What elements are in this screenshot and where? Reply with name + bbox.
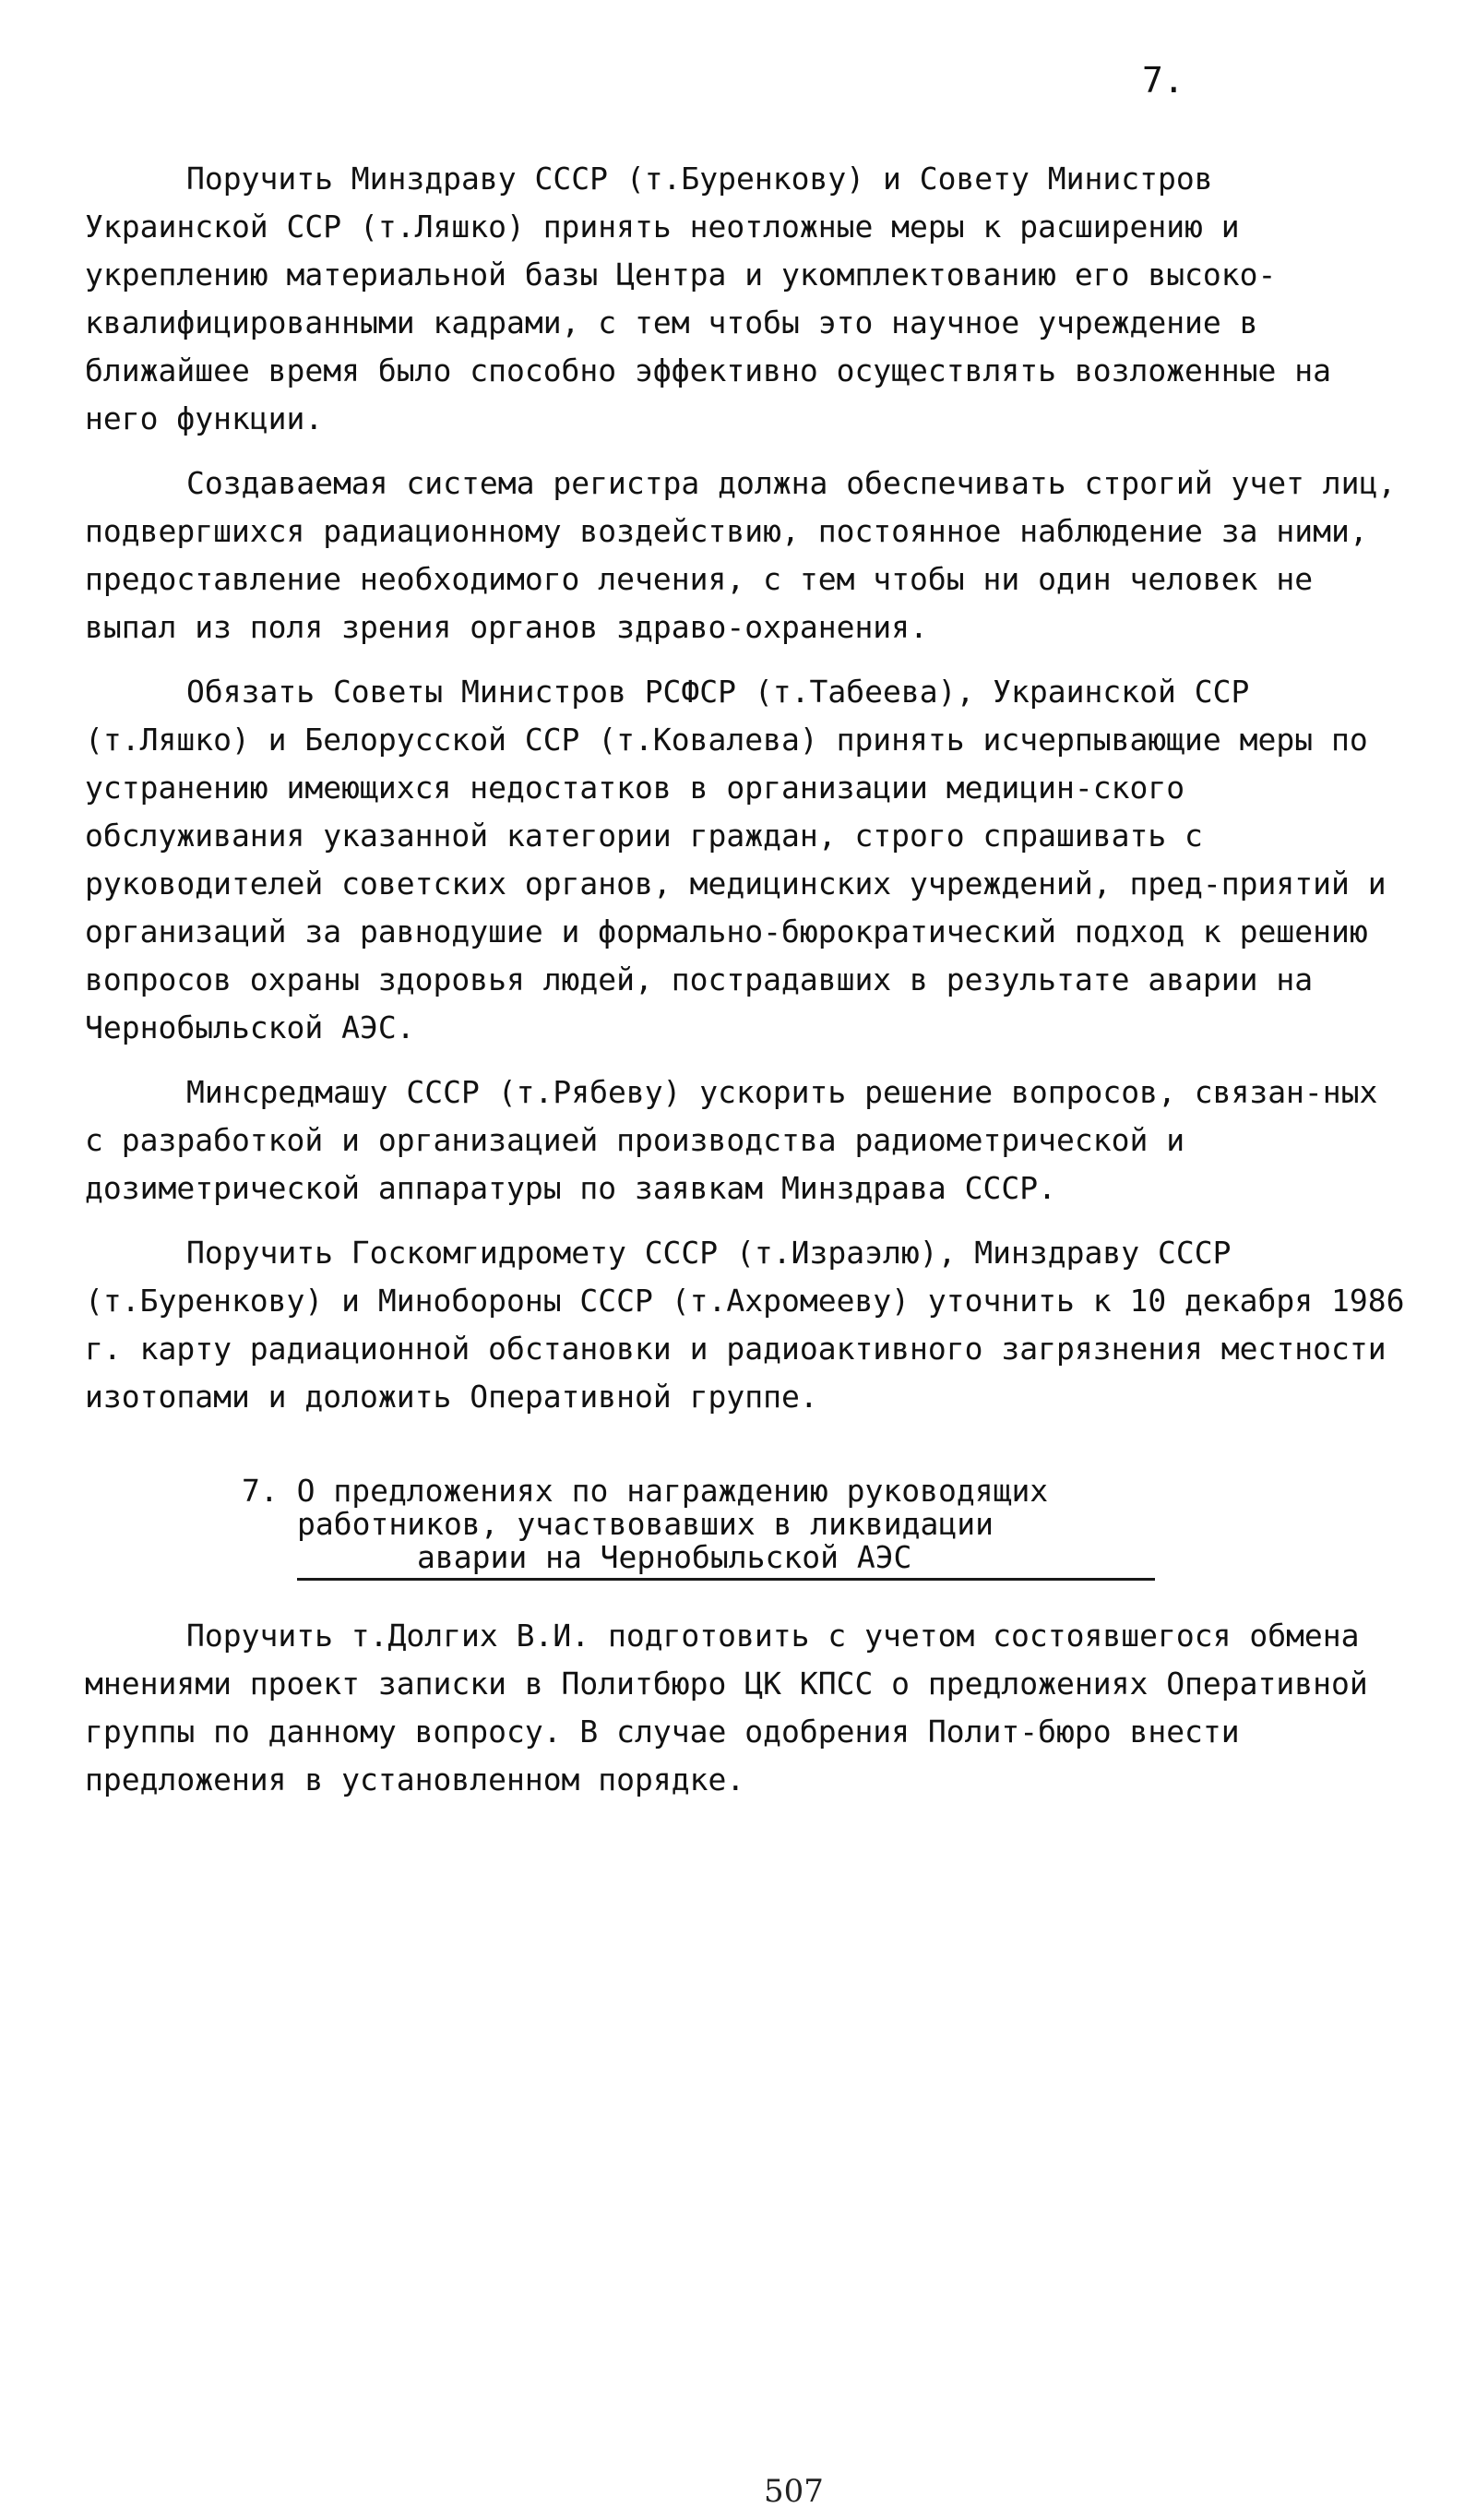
paragraph-goskomgidromet: Поручить Госкомгидромету СССР (т.Израэлю), Минздраву СССР (т.Буренкову) и Минобороны СССР (т.Ахромееву) уточнить к 10 декабря 1986 г. карту радиационной обстановки и радиоактивного загрязнения местности изотопами и доложить Оперативной группе. (85, 1235, 1405, 1415)
paragraph-registry: Создаваемая система регистра должна обеспечивать строгий учет лиц, подвергшихся радиационному воздействию, постоянное наблюдение за ними, предоставление необходимого лечения, с тем чтобы ни один человек не выпал из поля зрения органов здраво-охранения. (85, 465, 1397, 645)
section-heading (85, 1475, 1238, 1581)
document-body (85, 155, 1413, 1821)
paragraph-councils: Обязать Советы Министров РСФСР (т.Табеева), Украинской ССР (т.Ляшко) и Белорусской ССР (т.Ковалева) принять исчерпывающие меры по устранению имеющихся недостатков в организации медицин-ского обслуживания указанной категории граждан, строго спрашивать с руководителей советских органов, медицинских учреждений, пред-приятий и организаций за равнодушие и формально-бюрократический подход к решению вопросов охраны здоровья людей, пострадавших в результате аварии на Чернобыльской АЭС. (85, 674, 1387, 1045)
section-heading-line: 7. О предложениях по награждению руководящих (242, 1473, 1049, 1509)
section-heading-line: работников, участвовавших в ликвидации (297, 1506, 994, 1542)
paragraph-minzdrav: Поручить Минздраву СССР (т.Буренкову) и Совету Министров Украинской ССР (т.Ляшко) принять неотложные меры к расширению и укреплению материальной базы Центра и укомплектованию его высоко-квалифицированными кадрами, с тем чтобы это научное учреждение в ближайшее время было способно эффективно осуществлять возложенные на него функции. (85, 161, 1332, 436)
section-heading-line: аварии на Чернобыльской АЭС (417, 1539, 912, 1575)
page-number: 7. (1142, 60, 1184, 101)
paragraph-minsredmash: Минсредмашу СССР (т.Рябеву) ускорить решение вопросов, связан-ных с разработкой и организацией производства радиометрической и дозиметрической аппаратуры по заявкам Минздрава СССР. (85, 1074, 1378, 1206)
archive-page-number: 507 (764, 2473, 824, 2510)
paragraph-dolgikh: Поручить т.Долгих В.И. подготовить с учетом состоявшегося обмена мнениями проект записки в Политбюро ЦК КПСС о предложениях Оперативной группы по данному вопросу. В случае одобрения Полит-бюро внести предложения в установленном порядке. (85, 1618, 1368, 1797)
heading-underline (297, 1578, 1155, 1581)
